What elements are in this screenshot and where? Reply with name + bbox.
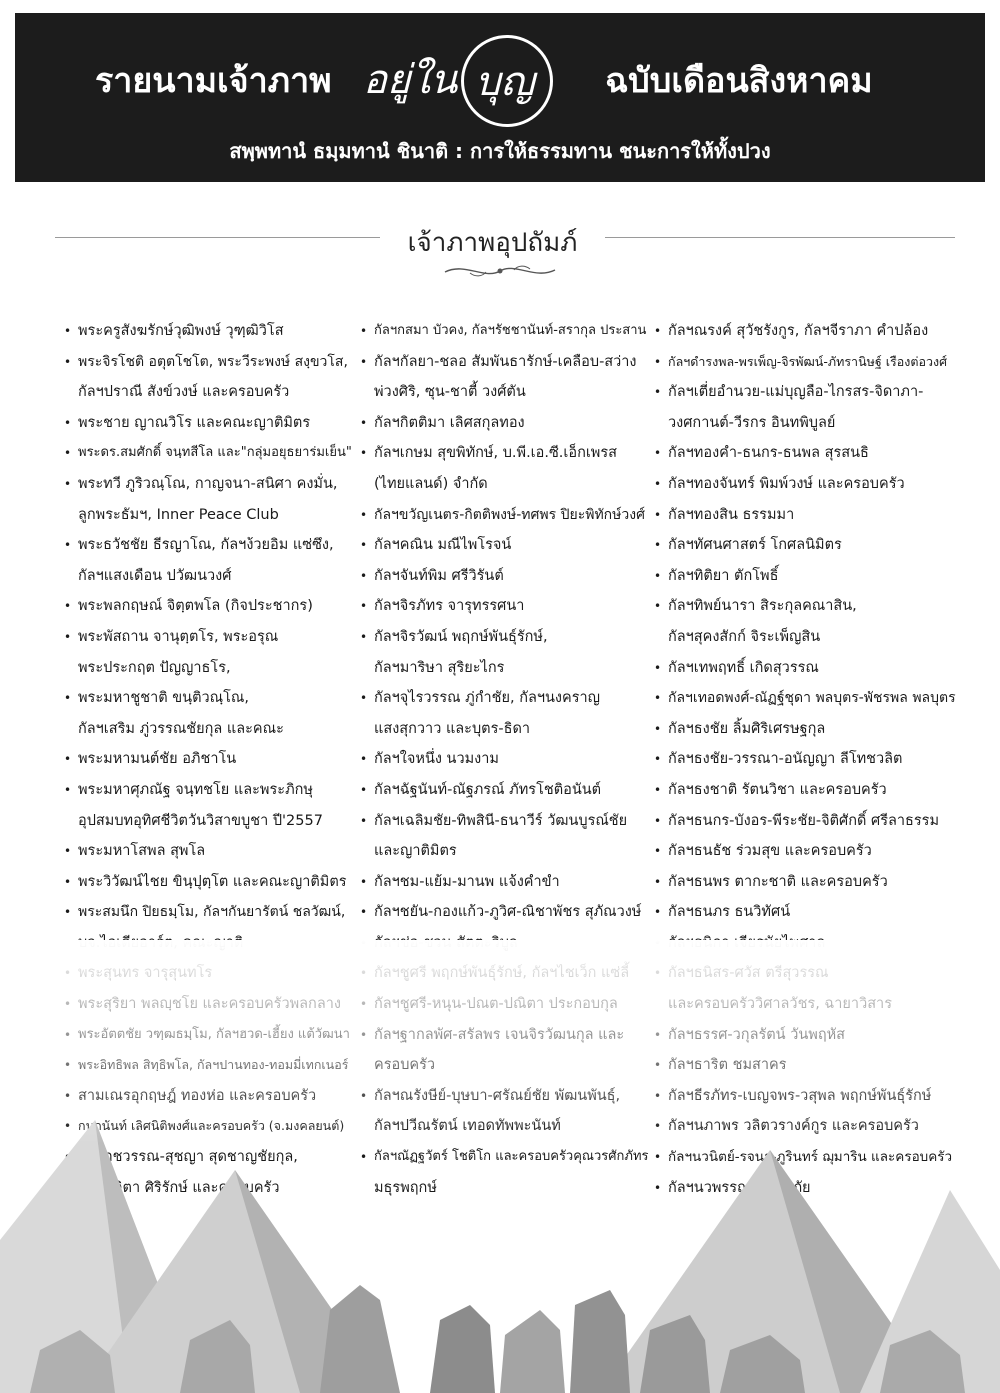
donor-entry [358, 500, 654, 531]
bullet-icon: • [360, 538, 368, 553]
bullet-icon: • [654, 538, 662, 553]
donor-name-line: กัลฯทองจันทร์ พิมพ์วงษ์ และครอบครัว [668, 475, 905, 492]
donor-entry [652, 591, 957, 652]
donor-name-line: แสงสุกวาว และบุตร-ธิดา [374, 720, 531, 737]
donor-entry [62, 408, 354, 439]
donor-entry [652, 897, 957, 928]
donor-entry [358, 683, 654, 744]
donor-name-line: กัลฯธงชาติ รัตนวิชา และครอบครัว [668, 781, 887, 798]
donor-entry [358, 897, 654, 928]
bullet-icon: • [360, 874, 368, 889]
donor-entry [62, 530, 354, 591]
donor-entry [652, 867, 957, 898]
donor-name-line: พระจิรโชติ อตุตโชโต, พระวีระพงษ์ สงฺขวโส, [78, 353, 348, 370]
bullet-icon: • [360, 354, 368, 369]
donor-name-line: กัลฯชม-แย้ม-มานพ แจ้งคำขำ [374, 873, 560, 890]
donor-entry [652, 714, 957, 745]
donor-name-line: กัลฯสุคงสักก์ จิระเพ็ญสิน [668, 628, 821, 645]
donor-name-line: ลูกพระธัมฯ, Inner Peace Club [78, 506, 279, 523]
donor-entry [652, 530, 957, 561]
donor-name-line: กัลฯแสงเดือน ปวัฒนวงศ์ [78, 567, 232, 584]
donor-name-line: พระพัสถาน จานุตฺตโร, พระอรุณ [78, 628, 279, 645]
donor-name-line: กัลฯกิตติมา เลิศสกุลทอง [374, 414, 525, 431]
donor-name-line: กัลฯเสริม ภู่วรรณชัยกุล และคณะ [78, 720, 284, 737]
donor-name-line: กัลฯขวัญเนตร-กิตติพงษ์-ทศพร ปิยะพิทักษ์วงศ์ [374, 506, 645, 523]
donor-entry [358, 744, 654, 775]
bullet-icon: • [360, 813, 368, 828]
donor-entry [358, 316, 654, 347]
bullet-icon: • [654, 905, 662, 920]
donor-entry [652, 683, 957, 714]
bullet-icon: • [654, 446, 662, 461]
bullet-icon: • [654, 660, 662, 675]
donor-entry [358, 622, 654, 683]
donor-entry [358, 408, 654, 439]
donor-name-line: พระทวี ภูริวณฺโณ, กาญจนา-สนิศา คงมั่น, [78, 475, 338, 492]
flourish-ornament [440, 260, 560, 282]
donor-name-line: พระมหาศุภณัฐ จนฺทชโย และพระภิกษุ [78, 781, 313, 798]
bullet-icon: • [654, 385, 662, 400]
bullet-icon: • [654, 568, 662, 583]
donor-name-line: กัลฯจันท์พิม ศรีวิรันต์ [374, 567, 504, 584]
donor-name-line: กัลฯเฉลิมชัย-ทิพสินี-ธนาวีร์ วัฒนบูรณ์ชัย [374, 812, 628, 829]
header-subtitle: สพฺพทานํ ธมฺมทานํ ชินาติ : การให้ธรรมทาน ชนะการให้ทั้งปวง [229, 139, 771, 163]
donor-name-line: กัลฯคณิน มณีไพโรจน์ [374, 537, 512, 554]
donor-entry [62, 347, 354, 408]
donor-name-line: กัลฯทองสิน ธรรมมา [668, 506, 795, 523]
bullet-icon: • [360, 629, 368, 644]
donor-entry [62, 622, 354, 683]
donor-name-line: พระธวัชชัย ธีรญาโณ, กัลฯง้วยอิม แซ่ซึง, [78, 537, 334, 554]
donor-name-line: กัลฯเกษม สุขพิทักษ์, บ.พี.เอ.ซี.เอ็กเพรส [374, 445, 618, 462]
donor-entry [62, 836, 354, 867]
bullet-icon: • [64, 599, 72, 614]
logo-text-part1: อยู่ใน [363, 57, 458, 103]
donor-name-line: กัลฯจิรภัทร จารุทรรศนา [374, 598, 525, 615]
donor-name-line: กัลฯดำรงพล-พรเพ็ญ-จิรพัฒน์-ภัทรานิษฐ์ เรืองต่อวงศ์ [668, 353, 948, 369]
donor-name-line: พระมหาโสพล สุพโล [78, 843, 206, 860]
bullet-icon: • [360, 752, 368, 767]
donor-name-line: พระประกฤต ปัญญาธโร, [78, 659, 231, 676]
donor-entry [358, 561, 654, 592]
bullet-icon: • [360, 324, 368, 338]
donor-entry [62, 438, 354, 469]
donor-name-line: กัลฯทิพย์นารา สิระกุลคณาสิน, [668, 598, 857, 615]
donor-name-line: กัลฯจุไรวรรณ ภู่กำชัย, กัลฯนงคราญ [374, 690, 600, 707]
donor-entry [652, 806, 957, 837]
bullet-icon: • [64, 446, 72, 461]
donor-name-line: (ไทยแลนด์) จำกัด [374, 475, 488, 492]
donor-name-line: พระมหาชูชาติ ขนฺติวณฺโณ, [78, 690, 249, 707]
bullet-icon: • [64, 782, 72, 797]
bullet-icon: • [360, 568, 368, 583]
bullet-icon: • [654, 721, 662, 736]
bullet-icon: • [654, 813, 662, 828]
donor-entry [358, 806, 654, 867]
bullet-icon: • [654, 507, 662, 522]
donor-entry [62, 744, 354, 775]
donor-name-line: กัลฯธนภร ธนวิทัศน์ [668, 904, 791, 921]
donor-name-line: อุปสมบทอุทิศชีวิตวันวิสาขบูชา ปี'2557 [78, 812, 323, 829]
donor-entry [62, 316, 354, 347]
bullet-icon: • [64, 874, 72, 889]
bullet-icon: • [654, 752, 662, 767]
bullet-icon: • [64, 538, 72, 553]
donor-name-line: กัลฯทัศนศาสตร์ โกศลนิมิตร [668, 537, 842, 554]
donor-entry [652, 316, 957, 347]
header-title-left: รายนามเจ้าภาพ [95, 61, 332, 101]
donor-name-line: พระครูสังฆรักษ์วุฒิพงษ์ วุฑฺฒิวิโส [78, 323, 284, 339]
bullet-icon: • [64, 629, 72, 644]
donor-name-line: พ่วงศิริ, ซุน-ชาตี้ วงศ์ตัน [374, 384, 526, 401]
donor-name-line: กัลฯจิรวัฒน์ พฤกษ์พันธุ์รักษ์, [374, 628, 548, 645]
donor-entry [62, 867, 354, 898]
donor-entry [358, 347, 654, 408]
bullet-icon: • [360, 507, 368, 522]
donor-name-line: กัลฯธนพร ตากะชาติ และครอบครัว [668, 873, 888, 890]
bullet-icon: • [654, 691, 662, 706]
donor-entry [62, 469, 354, 530]
header-title-right: ฉบับเดือนสิงหาคม [605, 61, 873, 101]
donor-entry [358, 438, 654, 499]
bullet-icon: • [360, 782, 368, 797]
bullet-icon: • [654, 476, 662, 491]
bullet-icon: • [64, 905, 72, 920]
logo-text-part2: บุญ [475, 59, 535, 105]
donor-entry [652, 744, 957, 775]
donor-entry [62, 591, 354, 622]
bullet-icon: • [360, 599, 368, 614]
donor-entry [652, 438, 957, 469]
bullet-icon: • [360, 415, 368, 430]
bullet-icon: • [64, 415, 72, 430]
divider-right [605, 237, 955, 238]
section-heading [0, 222, 1000, 282]
donor-entry [652, 836, 957, 867]
pyramid-crystal-decoration [0, 940, 1000, 1393]
donor-name-line: กัลฯทองคำ-ธนกร-ธนพล สุรสนธิ [668, 445, 869, 462]
bullet-icon: • [64, 844, 72, 859]
donor-name-line: และญาติมิตร [374, 843, 457, 860]
donor-name-line: กัลฯกสมา บัวคง, กัลฯรัชชานันท์-สรากุล ประสาน [374, 323, 647, 338]
donor-entry [652, 469, 957, 500]
donor-name-line: กัลฯทิติยา ตักโพธิ์ [668, 567, 779, 584]
section-title: เจ้าภาพอุปถัมภ์ [407, 228, 578, 258]
donor-name-line: กัลฯเทอดพงศ์-ณัฏฐ์ชุดา พลบุตร-พัชรพล พลบุตร [668, 690, 956, 707]
donor-name-line: พระดร.สมศักดิ์ จนฺทสีโล และ"กลุ่มอยุธยาร่มเย็น" [78, 445, 352, 461]
bullet-icon: • [654, 844, 662, 859]
bullet-icon: • [360, 691, 368, 706]
donor-name-line: กัลฯธนกร-บังอร-พีระชัย-จิติศักดิ์ ศรีลาธรรม [668, 812, 940, 829]
donor-entry [358, 591, 654, 622]
bullet-icon: • [360, 446, 368, 461]
divider-left [55, 237, 380, 238]
donor-name-line: พระวิวัฒน์ไชย ขินฺปุตฺโต และคณะญาติมิตร [78, 873, 347, 890]
bullet-icon: • [654, 599, 662, 614]
bullet-icon: • [64, 476, 72, 491]
donor-entry [62, 775, 354, 836]
donor-name-line: กัลฯใจหนึ่ง นวมงาม [374, 751, 499, 768]
bullet-icon: • [64, 691, 72, 706]
bullet-icon: • [654, 782, 662, 797]
donor-entry [652, 500, 957, 531]
donor-entry [652, 561, 957, 592]
donor-name-line: กัลฯชยัน-กองแก้ว-ภูวิศ-ณิชาพัชร สุภัณวงษ์ [374, 904, 642, 921]
donor-name-line: กัลฯกัลยา-ชลอ สัมพันธารักษ์-เคลือบ-สว่าง [374, 353, 637, 370]
donor-entry [652, 377, 957, 438]
donor-name-line: กัลฯณรงค์ สุวัชรังกูร, กัลฯจีราภา คำปล้อง [668, 323, 929, 339]
donor-name-line: กัลฯเทพฤทธิ์ เกิดสุวรรณ [668, 659, 819, 676]
donor-name-line: กัลฯปราณี สังข์วงษ์ และครอบครัว [78, 384, 290, 401]
donor-entry [358, 867, 654, 898]
donor-entry [652, 347, 957, 378]
bullet-icon: • [654, 874, 662, 889]
donor-entry [62, 683, 354, 744]
donor-name-line: พระพลกฤษณ์ จิตฺตพโล (กิจประชากร) [78, 598, 313, 615]
donor-name-line: พระสมนึก ปิยธมฺโม, กัลฯกันยารัตน์ ชลวัฒน์, [78, 904, 346, 921]
bullet-icon: • [64, 752, 72, 767]
donor-name-line: กัลฯธงชัย ลิ้มศิริเศรษฐกุล [668, 720, 826, 737]
bullet-icon: • [64, 354, 72, 369]
bullet-icon: • [360, 905, 368, 920]
donor-name-line: กัลฯฉัฐนันท์-ณัฐภรณ์ ภัทรโชติอนันต์ [374, 781, 602, 798]
header-banner [15, 13, 985, 182]
donor-name-line: กัลฯเตี่ยอำนวย-แม่บุญลือ-ไกรสร-จิดาภา- [668, 384, 924, 401]
donor-entry [358, 775, 654, 806]
donor-name-line: พระชาย ญาณวิโร และคณะญาติมิตร [78, 414, 311, 431]
magazine-logo [355, 31, 605, 131]
bullet-icon: • [654, 354, 662, 369]
donor-name-line: กัลฯธงชัย-วรรณา-อนัญญา ลีโทชวลิต [668, 751, 903, 768]
donor-name-line: วงศกานต์-วีรกร อินทพิบูลย์ [668, 414, 836, 431]
donor-name-line: กัลฯธนธัช ร่วมสุข และครอบครัว [668, 843, 872, 860]
donor-name-line: กัลฯมาริษา สุริยะไกร [374, 659, 505, 676]
donor-entry [358, 530, 654, 561]
bullet-icon: • [654, 324, 662, 338]
donor-entry [652, 653, 957, 684]
donor-name-line: พระมหามนต์ชัย อภิชาโน [78, 751, 237, 768]
bullet-icon: • [64, 324, 72, 338]
donor-entry [652, 775, 957, 806]
